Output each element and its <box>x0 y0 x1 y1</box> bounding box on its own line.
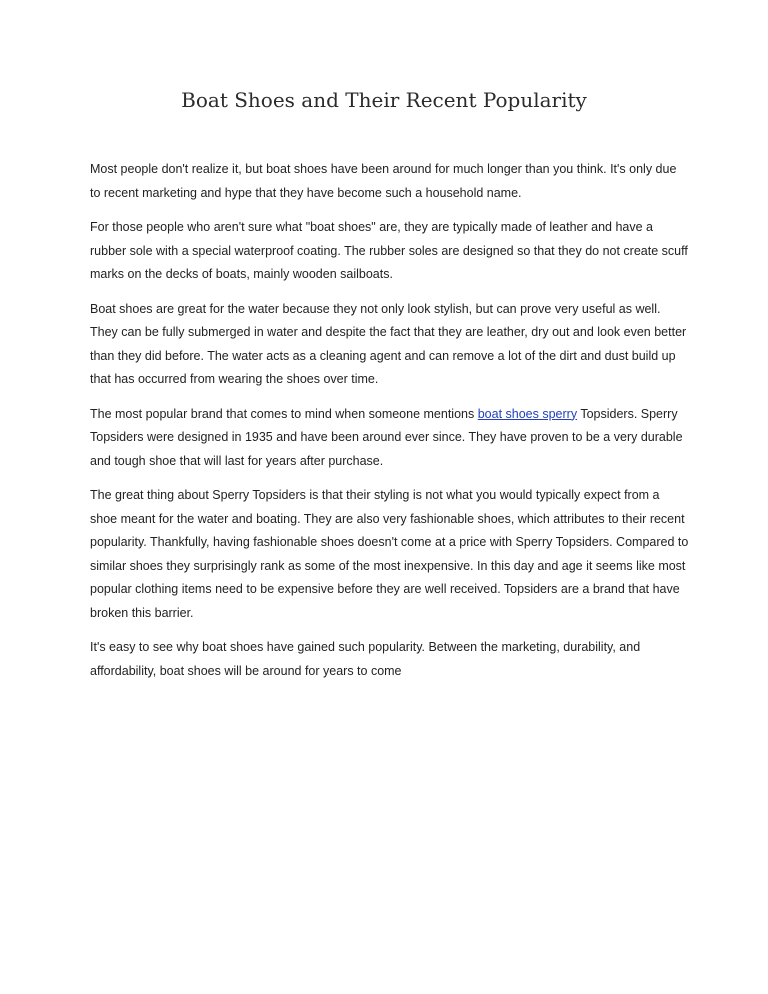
document-body <box>90 158 690 694</box>
paragraph-4-text-after-link: Topsiders. Sperry Topsiders were designed in 1935 and have been around ever since. They have proven to be a very durable and tough shoe that will last for years after purchase. <box>90 406 683 468</box>
paragraph-3: Boat shoes are great for the water because they not only look stylish, but can prove very useful as well. They can be fully submerged in water and despite the fact that they are leather, dry out and look even better than they did before. The water acts as a cleaning agent and can remove a lot of the dirt and dust build up that has occurred from wearing the shoes over time. <box>90 301 687 386</box>
paragraph-4-text-before-link: The most popular brand that comes to mind when someone mentions <box>90 406 478 421</box>
paragraph-1: Most people don't realize it, but boat shoes have been around for much longer than you think. It's only due to recent marketing and hype that they have become such a household name. <box>90 162 677 200</box>
paragraph-6: It's easy to see why boat shoes have gained such popularity. Between the marketing, durability, and affordability, boat shoes will be around for years to come <box>90 640 641 678</box>
boat-shoes-sperry-link[interactable]: boat shoes sperry <box>477 406 578 421</box>
paragraph-4 <box>90 403 690 474</box>
paragraph-5: The great thing about Sperry Topsiders is that their styling is not what you would typically expect from a shoe meant for the water and boating. They are also very fashionable shoes, which attributes to their recent popularity. Thankfully, having fashionable shoes doesn't come at a price with Sperry Topsiders. Compared to similar shoes they surprisingly rank as some of the most inexpensive. In this day and age it seems like most popular clothing items need to be expensive before they are well received. Topsiders are a brand that have broken this barrier. <box>90 488 689 620</box>
document-title: Boat Shoes and Their Recent Popularity <box>181 88 587 112</box>
paragraph-2: For those people who aren't sure what "boat shoes" are, they are typically made of leather and have a rubber sole with a special waterproof coating. The rubber soles are designed so that they do not create scuff marks on the decks of boats, mainly wooden sailboats. <box>90 220 688 281</box>
